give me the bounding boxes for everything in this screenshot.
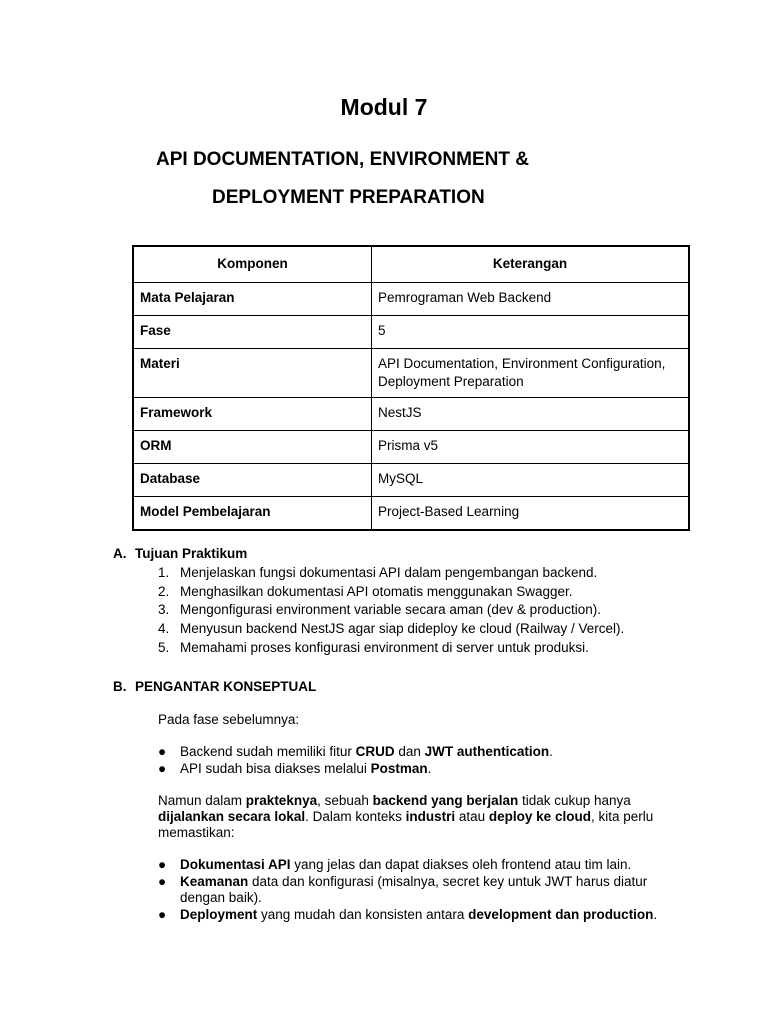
bullet-icon: ●: [158, 857, 167, 872]
table-cell-label: Materi: [133, 349, 372, 398]
table-cell-label: Model Pembelajaran: [133, 497, 372, 531]
list-item: ● Backend sudah memiliki fitur CRUD dan JWT authentication.: [158, 744, 553, 759]
table-cell-label: Mata Pelajaran: [133, 283, 372, 316]
requirements-list: [158, 857, 678, 923]
table-cell-value: Pemrograman Web Backend: [372, 283, 690, 316]
list-item: ● Dokumentasi API yang jelas dan dapat diakses oleh frontend atau tim lain.: [158, 857, 632, 872]
table-cell-label: Database: [133, 464, 372, 497]
list-item: 1. Menjelaskan fungsi dokumentasi API dalam pengembangan backend.: [158, 565, 598, 580]
table-cell-label: Framework: [133, 398, 372, 431]
table-row: [133, 464, 689, 497]
list-item: 5. Memahami proses konfigurasi environment di server untuk produksi.: [158, 639, 589, 655]
table-cell-value: NestJS: [372, 398, 690, 431]
section-a-letter: A.: [113, 546, 127, 561]
page-title: Modul 7: [340, 94, 428, 120]
list-item: ● Deployment yang mudah dan konsisten antara development dan production.: [158, 906, 658, 922]
table-cell-value: Prisma v5: [372, 431, 690, 464]
section-b-letter: B.: [113, 679, 127, 694]
list-item: 3. Mengonfigurasi environment variable secara aman (dev & production).: [158, 602, 601, 618]
bullet-icon: ●: [158, 760, 167, 776]
section-a-title: Tujuan Praktikum: [135, 546, 248, 561]
list-item: ● API sudah bisa diakses melalui Postman.: [158, 760, 432, 776]
table-cell-label: ORM: [133, 431, 372, 464]
table-row: [133, 431, 689, 464]
section-b-title: PENGANTAR KONSEPTUAL: [135, 679, 317, 694]
bullet-icon: ●: [158, 906, 167, 922]
bullet-icon: ●: [158, 873, 167, 889]
table-cell-label: Fase: [133, 316, 372, 349]
document-subtitle-line-1: API DOCUMENTATION, ENVIRONMENT &: [156, 149, 529, 170]
context-paragraph: Namun dalam prakteknya, sebuah backend yang berjalan tidak cukup hanya dijalankan secara lokal. Dalam konteks industri atau deploy ke cloud, kita perlu memastikan:: [158, 793, 654, 840]
section-a-heading: [113, 545, 247, 563]
table-row: [133, 398, 689, 431]
intro-paragraph: Pada fase sebelumnya:: [158, 712, 300, 727]
table-cell-value: API Documentation, Environment Configuration, Deployment Preparation: [372, 349, 690, 398]
table-row: [133, 349, 689, 398]
table-cell-value: MySQL: [372, 464, 690, 497]
list-item: 4. Menyusun backend NestJS agar siap dideploy ke cloud (Railway / Vercel).: [158, 621, 625, 637]
table-header-komponen: Komponen: [133, 246, 372, 283]
table-header-row: [133, 246, 689, 283]
section-b-heading: [113, 678, 316, 696]
bullet-icon: ●: [158, 744, 167, 759]
module-info-table: [132, 245, 690, 531]
table-row: [133, 497, 689, 531]
table-row: [133, 316, 689, 349]
table-cell-value: 5: [372, 316, 690, 349]
list-item: ● Keamanan data dan konfigurasi (misalnya, secret key untuk JWT harus diatur dengan baik).: [158, 873, 648, 905]
learning-goals-list: [158, 564, 624, 658]
table-header-keterangan: Keterangan: [372, 246, 690, 283]
previous-phase-list: [158, 744, 678, 777]
table-row: [133, 283, 689, 316]
table-cell-value: Project-Based Learning: [372, 497, 690, 531]
document-subtitle-line-2: DEPLOYMENT PREPARATION: [212, 187, 485, 208]
list-item: 2. Menghasilkan dokumentasi API otomatis menggunakan Swagger.: [158, 583, 573, 599]
